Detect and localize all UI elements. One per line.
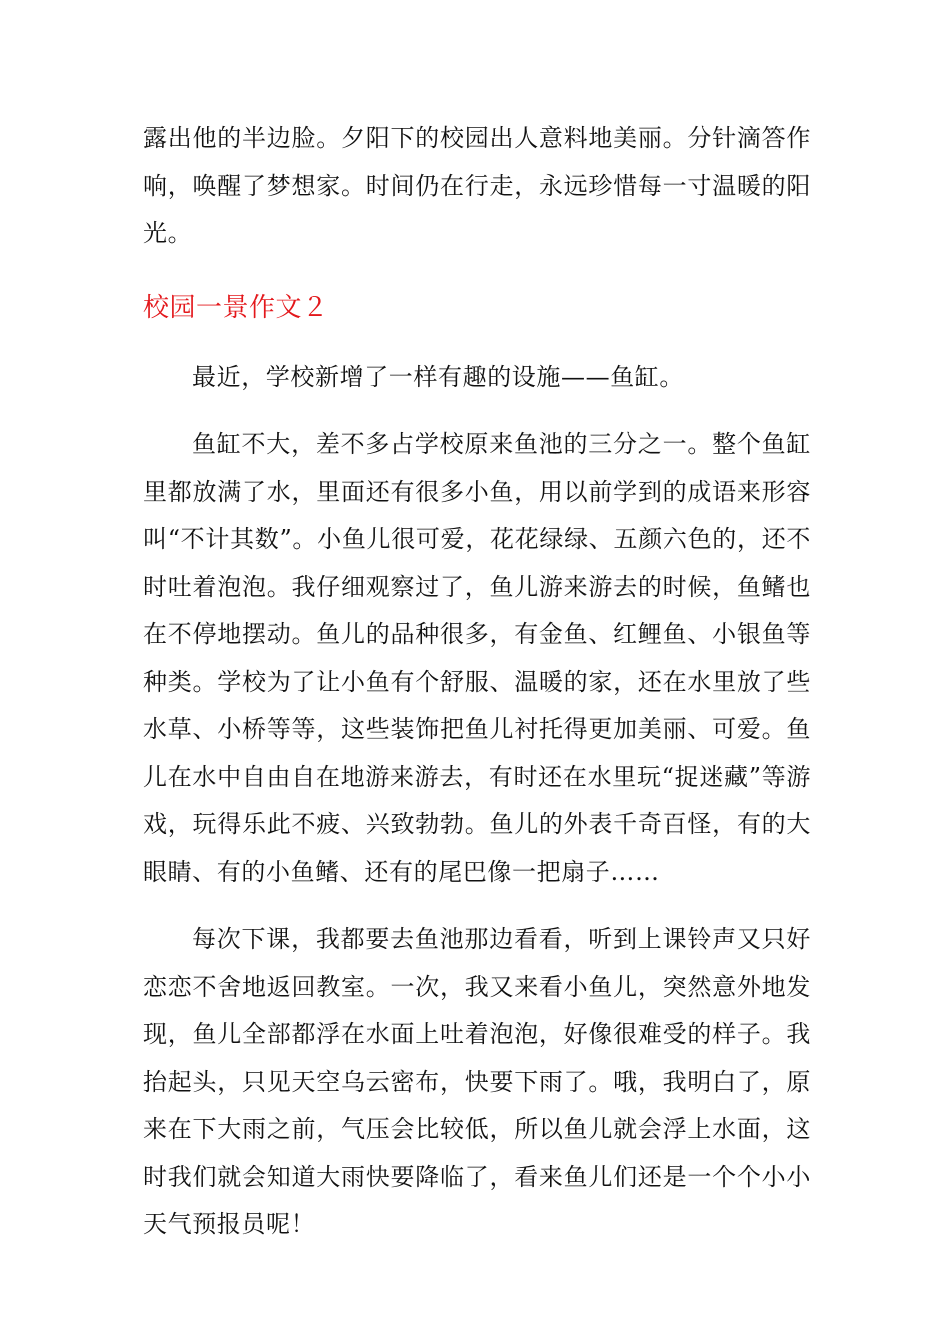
paragraph-3: 每次下课，我都要去鱼池那边看看，听到上课铃声又只好恋恋不舍地返回教室。一次，我又来看小鱼儿，突然意外地发现，鱼儿全部都浮在水面上吐着泡泡，好像很难受的样子。我抬起头，只见天空乌云密布，快要下雨了。哦，我明白了，原来在下大雨之前，气压会比较低，所以鱼儿就会浮上水面，这时我们就会知道大雨快要降临了，看来鱼儿们还是一个个小小天气预报员呢！ [143, 925, 811, 1238]
intro-paragraph: 露出他的半边脸。夕阳下的校园出人意料地美丽。分针滴答作响，唤醒了梦想家。时间仍在行走，永远珍惜每一寸温暖的阳光。 [143, 124, 811, 247]
paragraph-1: 最近，学校新增了一样有趣的设施——鱼缸。 [192, 362, 684, 391]
paragraph-2: 鱼缸不大，差不多占学校原来鱼池的三分之一。整个鱼缸里都放满了水，里面还有很多小鱼，用以前学到的成语来形容叫“不计其数”。小鱼儿很可爱，花花绿绿、五颜六色的，还不时吐着泡泡。我仔细观察过了，鱼儿游来游去的时候，鱼鳍也在不停地摆动。鱼儿的品种很多，有金鱼、红鲤鱼、小银鱼等种类。学校为了让小鱼有个舒服、温暖的家，还在水里放了些水草、小桥等等，这些装饰把鱼儿衬托得更加美丽、可爱。鱼儿在水中自由自在地游来游去，有时还在水里玩“捉迷藏”等游戏，玩得乐此不疲、兴致勃勃。鱼儿的外表千奇百怪，有的大眼睛、有的小鱼鳍、还有的尾巴像一把扇子…… [143, 430, 811, 886]
document-page [143, 115, 811, 1249]
section-title: 校园一景作文２ [143, 292, 329, 323]
